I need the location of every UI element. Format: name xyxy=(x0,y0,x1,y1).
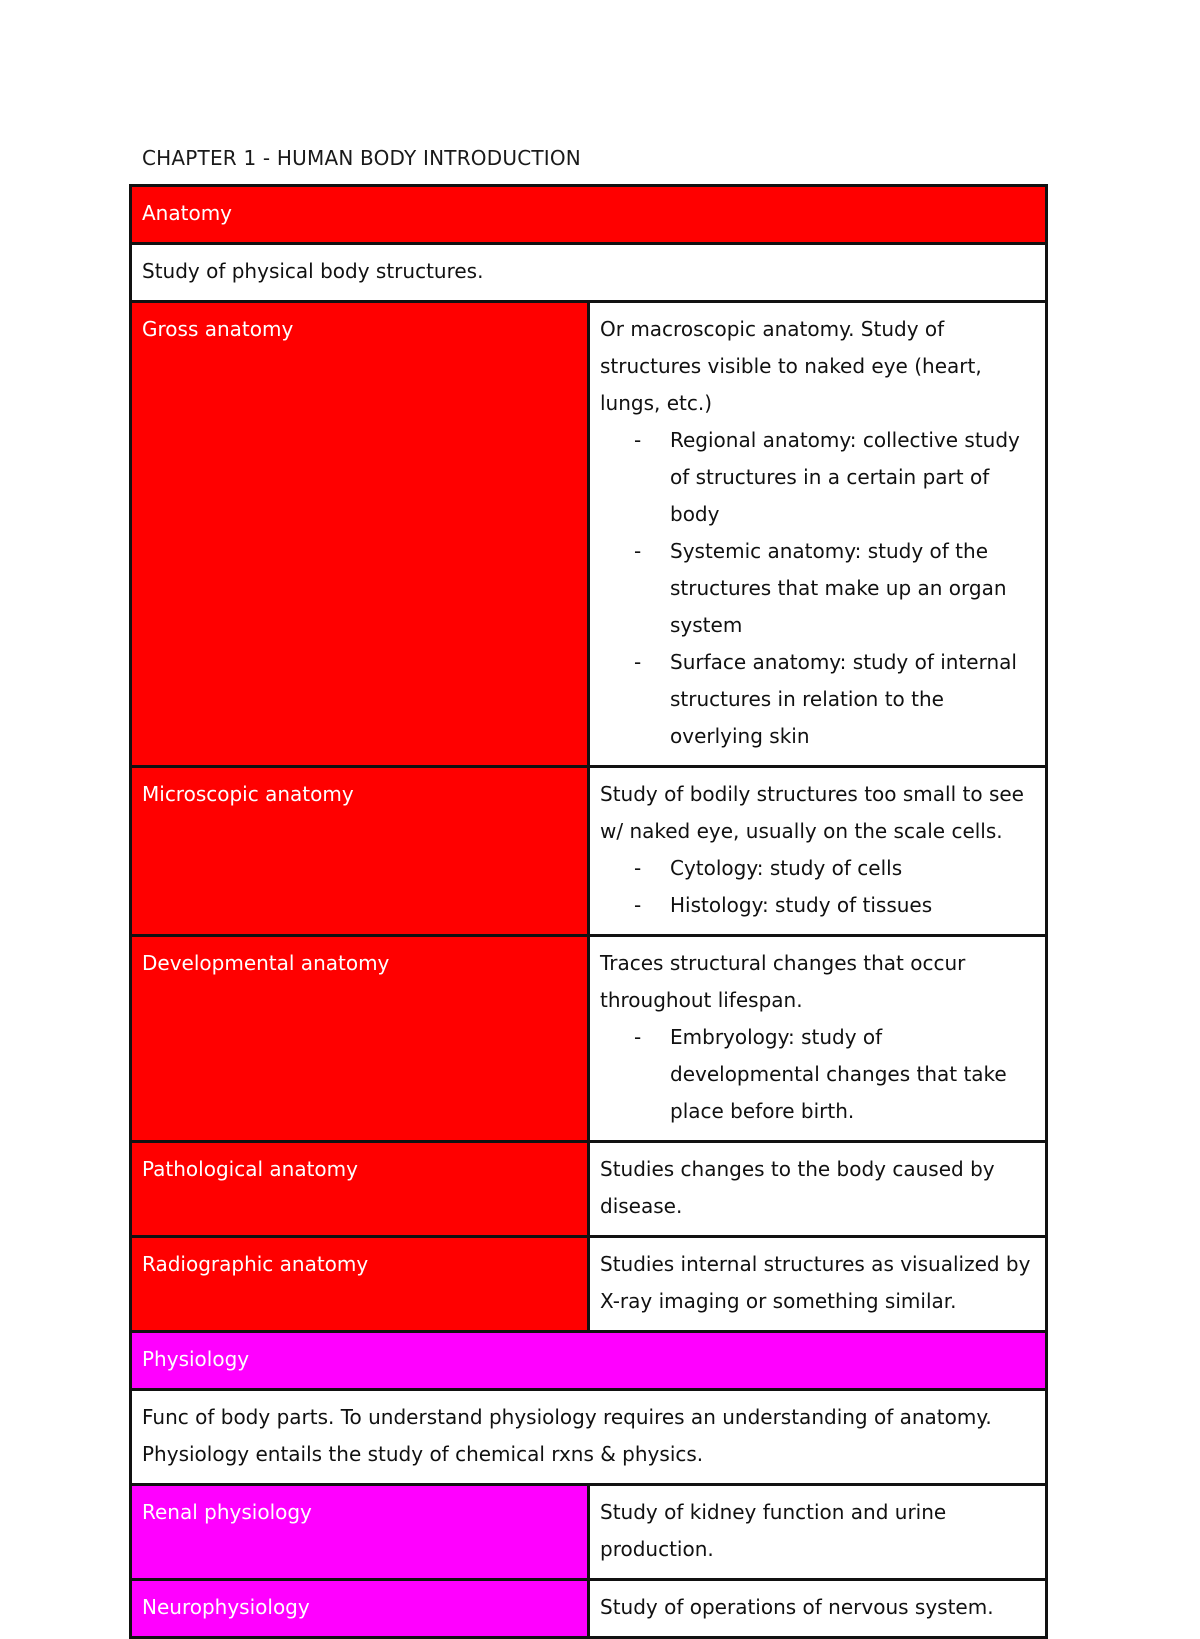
page-title: CHAPTER 1 - HUMAN BODY INTRODUCTION xyxy=(142,146,581,170)
desc-cell xyxy=(589,1485,1047,1580)
sub-list xyxy=(600,850,1035,924)
term-neurophysiology: Neurophysiology xyxy=(131,1580,589,1638)
physiology-definition: Func of body parts. To understand physiology requires an understanding of anatomy. Physiology entails the study of chemical rxns & physics. xyxy=(131,1390,1047,1485)
table-row xyxy=(131,302,1047,767)
sub-item: - Systemic anatomy: study of the structures that make up an organ system xyxy=(600,533,1035,644)
desc-cell xyxy=(589,1580,1047,1638)
desc-text: Study of kidney function and urine production. xyxy=(600,1500,947,1561)
physiology-header: Physiology xyxy=(131,1332,1047,1390)
section-header-row xyxy=(131,186,1047,244)
term-microscopic-anatomy: Microscopic anatomy xyxy=(131,767,589,936)
sub-item: - Histology: study of tissues xyxy=(600,887,1035,924)
desc-text: Traces structural changes that occur throughout lifespan. xyxy=(600,951,966,1012)
desc-cell xyxy=(589,1237,1047,1332)
table-row xyxy=(131,1142,1047,1237)
definition-row xyxy=(131,1390,1047,1485)
table-row xyxy=(131,1485,1047,1580)
term-developmental-anatomy: Developmental anatomy xyxy=(131,936,589,1142)
sub-item: - Regional anatomy: collective study of structures in a certain part of body xyxy=(600,422,1035,533)
sub-list xyxy=(600,1019,1035,1130)
sub-list xyxy=(600,422,1035,755)
anatomy-header: Anatomy xyxy=(131,186,1047,244)
desc-cell xyxy=(589,302,1047,767)
section-header-row xyxy=(131,1332,1047,1390)
definition-row xyxy=(131,244,1047,302)
notes-table xyxy=(129,184,1048,1639)
desc-text: Studies changes to the body caused by disease. xyxy=(600,1157,995,1218)
desc-text: Studies internal structures as visualized by X-ray imaging or something similar. xyxy=(600,1252,1031,1313)
sub-item: - Embryology: study of developmental changes that take place before birth. xyxy=(600,1019,1035,1130)
term-gross-anatomy: Gross anatomy xyxy=(131,302,589,767)
desc-text: Or macroscopic anatomy. Study of structures visible to naked eye (heart, lungs, etc.) xyxy=(600,317,982,415)
anatomy-definition: Study of physical body structures. xyxy=(131,244,1047,302)
sub-item: - Cytology: study of cells xyxy=(600,850,1035,887)
desc-cell xyxy=(589,767,1047,936)
desc-text: Study of operations of nervous system. xyxy=(600,1595,994,1619)
table-row xyxy=(131,1237,1047,1332)
sub-item: - Surface anatomy: study of internal structures in relation to the overlying skin xyxy=(600,644,1035,755)
term-renal-physiology: Renal physiology xyxy=(131,1485,589,1580)
desc-text: Study of bodily structures too small to see w/ naked eye, usually on the scale cells. xyxy=(600,782,1024,843)
desc-cell xyxy=(589,1142,1047,1237)
table-row xyxy=(131,936,1047,1142)
term-radiographic-anatomy: Radiographic anatomy xyxy=(131,1237,589,1332)
table-row xyxy=(131,767,1047,936)
term-pathological-anatomy: Pathological anatomy xyxy=(131,1142,589,1237)
desc-cell xyxy=(589,936,1047,1142)
table-row xyxy=(131,1580,1047,1638)
